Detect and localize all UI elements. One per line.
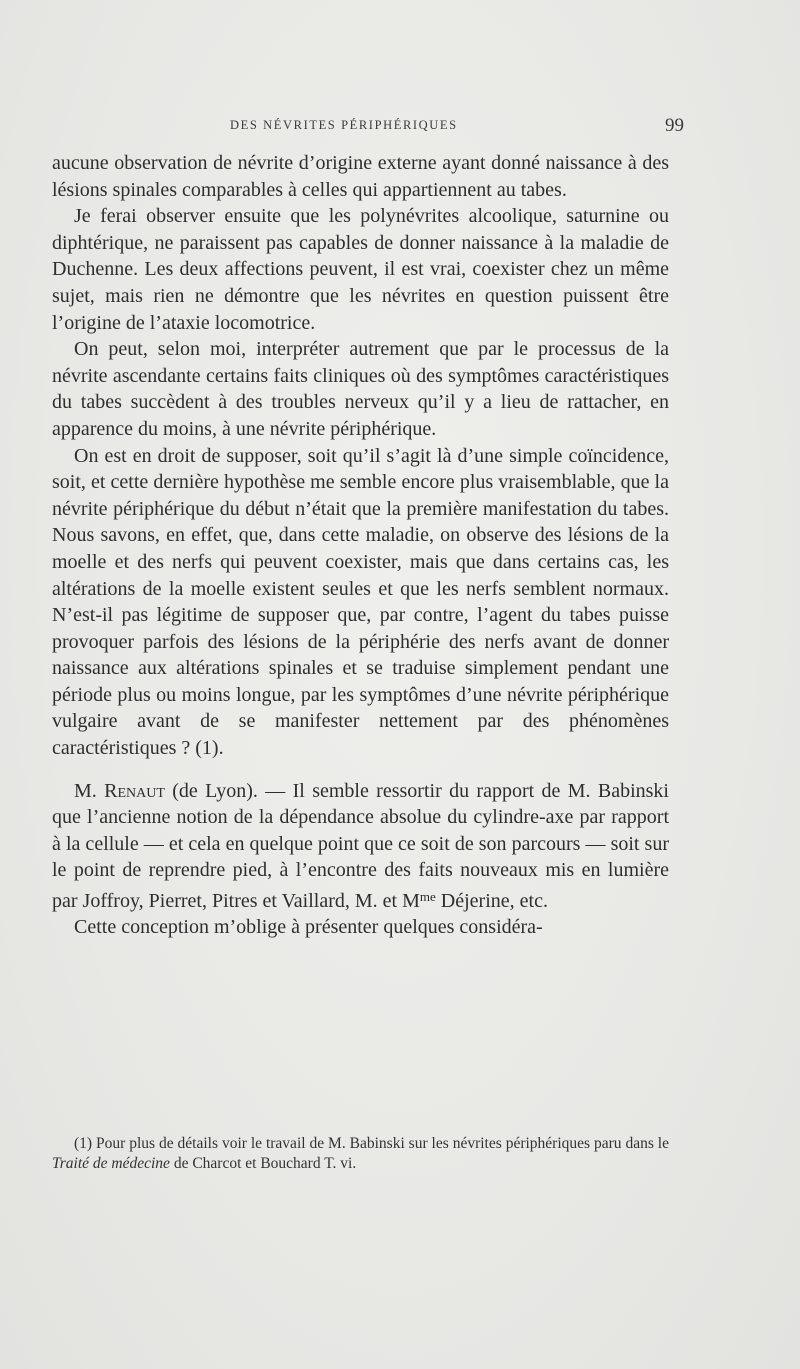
paragraph-2: Je ferai observer ensuite que les polynévrites alcoolique, saturnine ou diphtérique, ne paraissent pas capables de donner naissance à la maladie de Duchenne. Les deux affections peuvent, il est vrai, coexister chez un même sujet, mais rien ne démontre que les névrites en question puissent être l’origine de l’ataxie locomotrice. bbox=[52, 205, 669, 334]
page-number: 99 bbox=[665, 115, 684, 136]
paragraph-5 bbox=[52, 778, 669, 915]
body-text bbox=[52, 150, 669, 941]
footnote-text bbox=[52, 1134, 669, 1174]
footnote-lead: (1) Pour plus de détails voir le travail de M. Babinski sur les névrites périphériques paru dans le bbox=[74, 1135, 669, 1152]
paragraph-6: Cette conception m’oblige à présenter quelques considéra- bbox=[74, 916, 543, 939]
footnote-tail: de Charcot et Bouchard T. vi. bbox=[169, 1155, 357, 1172]
running-head: DES NÉVRITES PÉRIPHÉRIQUES bbox=[230, 118, 458, 132]
footnote bbox=[52, 1134, 669, 1174]
paragraph-4: On est en droit de supposer, soit qu’il s’agit là d’une simple coïncidence, soit, et cette dernière hypothèse me semble encore plus vraisemblable, que la névrite périphérique du début n’était que la première manifestation du tabes. Nous savons, en effet, que, dans cette maladie, on observe des lésions de la moelle et des nerfs qui peuvent coexister, mais que dans certains cas, les altérations de la moelle existent seules et que les nerfs semblent normaux. N’est-il pas légitime de supposer que, par contre, l’agent du tabes puisse provoquer parfois des lésions de la périphérie des nerfs avant de donner naissance aux altérations spinales et se traduise simplement pendant une période plus ou moins longue, par les symptômes d’une névrite périphérique vulgaire avant de se manifester nettement par des phénomènes caractéristiques ? (1). bbox=[52, 444, 669, 760]
paragraph-1: aucune observation de névrite d’origine externe ayant donné naissance à des lésions spinales comparables à celles qui appartiennent au tabes. bbox=[52, 152, 669, 201]
speaker-prefix: M. bbox=[74, 779, 105, 802]
paragraph-3: On peut, selon moi, interpréter autrement que par le processus de la névrite ascendante certains faits cliniques où des symptômes caractéristiques du tabes succèdent à des troubles nerveux qu’il y a lieu de rattacher, en apparence du moins, à une névrite périphérique. bbox=[52, 338, 669, 440]
speaker-name: Renaut bbox=[104, 779, 165, 802]
footnote-book-title: Traité de médecine bbox=[52, 1155, 170, 1172]
paragraph-5-end: Déjerine, etc. bbox=[435, 889, 548, 912]
paragraph-5-text: (de Lyon). — Il semble ressortir du rapport de M. Babinski que l’ancienne notion de la dépendance absolue du cylindre-axe par rapport à la cellule — et cela en quelque point que ce soit de son parcours — soit sur le point de reprendre pied, à l’encontre des faits nouveaux mis en lumière par Joffroy, Pierret, Pitres et Vaillard, M. et M bbox=[52, 779, 669, 912]
superscript-me: me bbox=[419, 889, 436, 905]
page-header bbox=[52, 115, 684, 142]
